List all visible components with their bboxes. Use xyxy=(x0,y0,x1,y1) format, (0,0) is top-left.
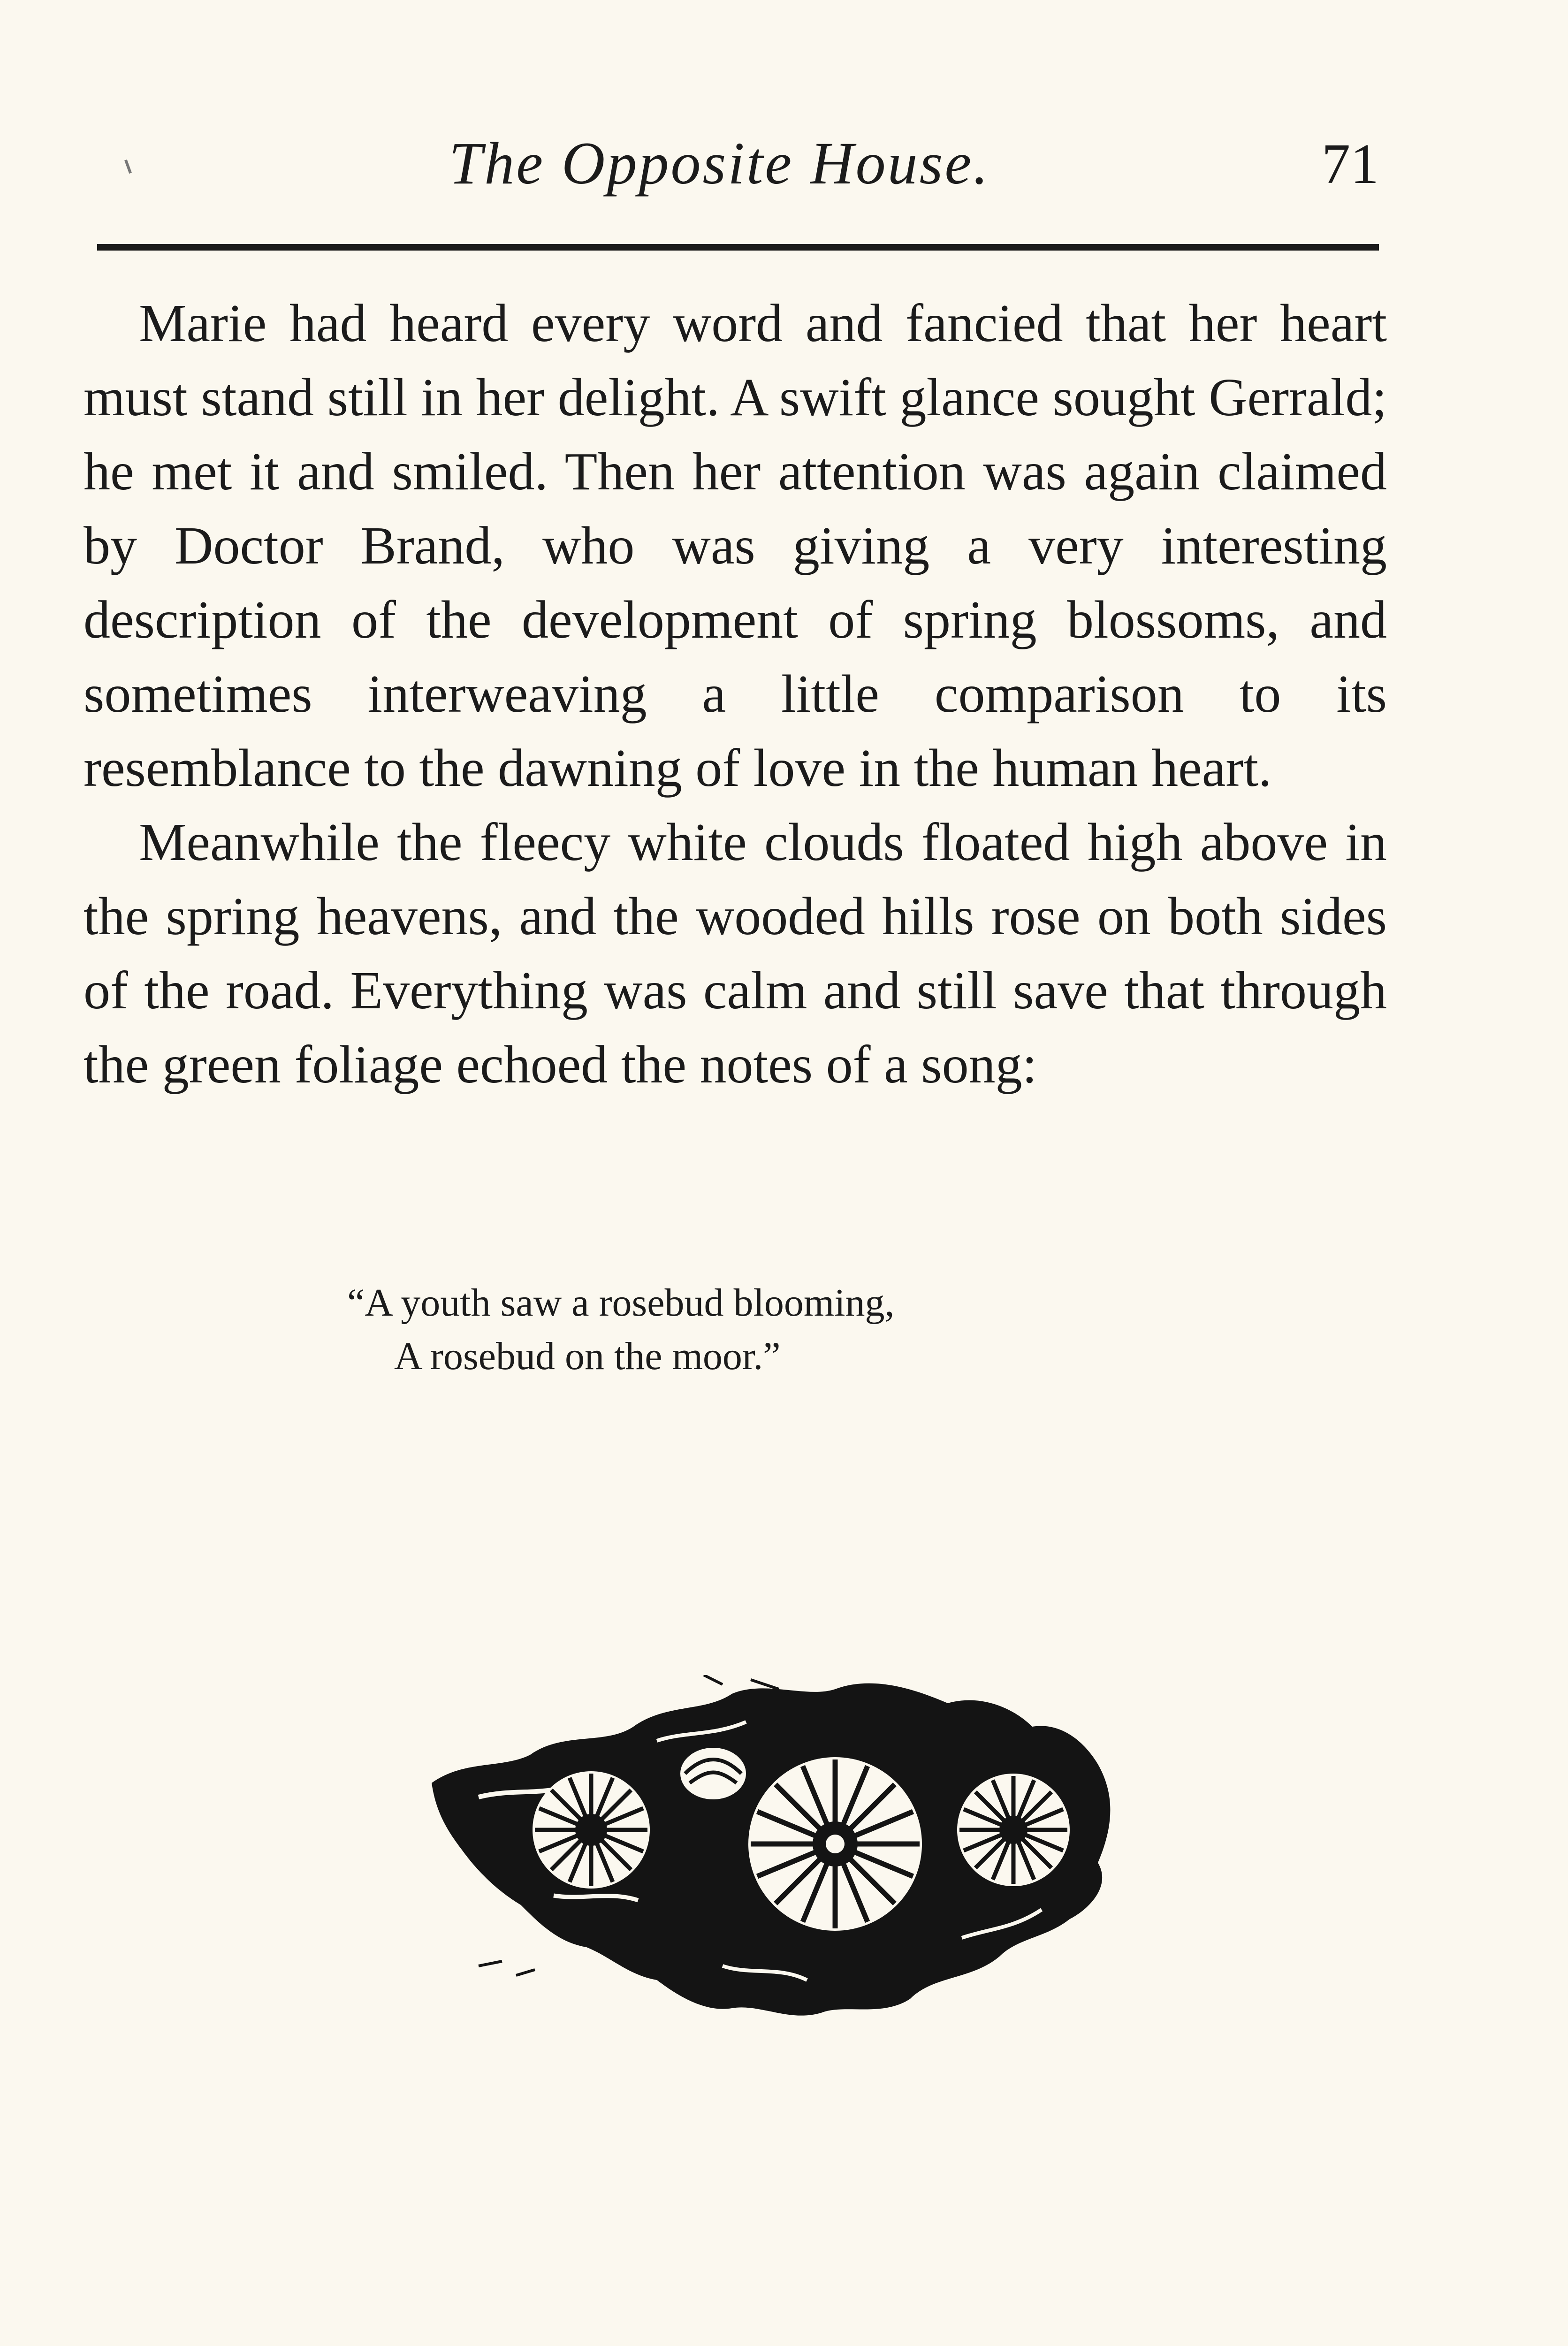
page-number: 71 xyxy=(1322,132,1379,196)
flower-left xyxy=(533,1771,650,1889)
header-rule xyxy=(97,244,1379,251)
paragraph-1: Marie had heard every word and fancied that her heart must stand still in her delight. A swift glance sought Gerrald; he met it and smiled. Then her attention was again claimed by Doctor Brand, who was giving a very interesting description of the development of spring blossoms, and sometimes interweaving a little comparison to its resemblance to the dawning of love in the human heart. xyxy=(84,293,1387,798)
flower-bud xyxy=(680,1748,746,1799)
paragraph-2: Meanwhile the fleecy white clouds floated high above in the spring heavens, and the wooded hills rose on both sides of the road. Everything was calm and still save that through the green foliage echoed the notes of a song: xyxy=(84,812,1387,1094)
running-head xyxy=(97,129,1379,223)
body-text xyxy=(84,286,1387,1102)
verse-line-2: A rosebud on the moor.” xyxy=(394,1334,781,1378)
flower-right xyxy=(957,1774,1070,1886)
running-title: The Opposite House. xyxy=(449,130,990,197)
verse-line-1: “A youth saw a rosebud blooming, xyxy=(347,1281,895,1325)
verse-quote xyxy=(347,1276,895,1383)
flower-vignette-icon xyxy=(422,1675,1126,2022)
flower-center xyxy=(748,1757,922,1931)
